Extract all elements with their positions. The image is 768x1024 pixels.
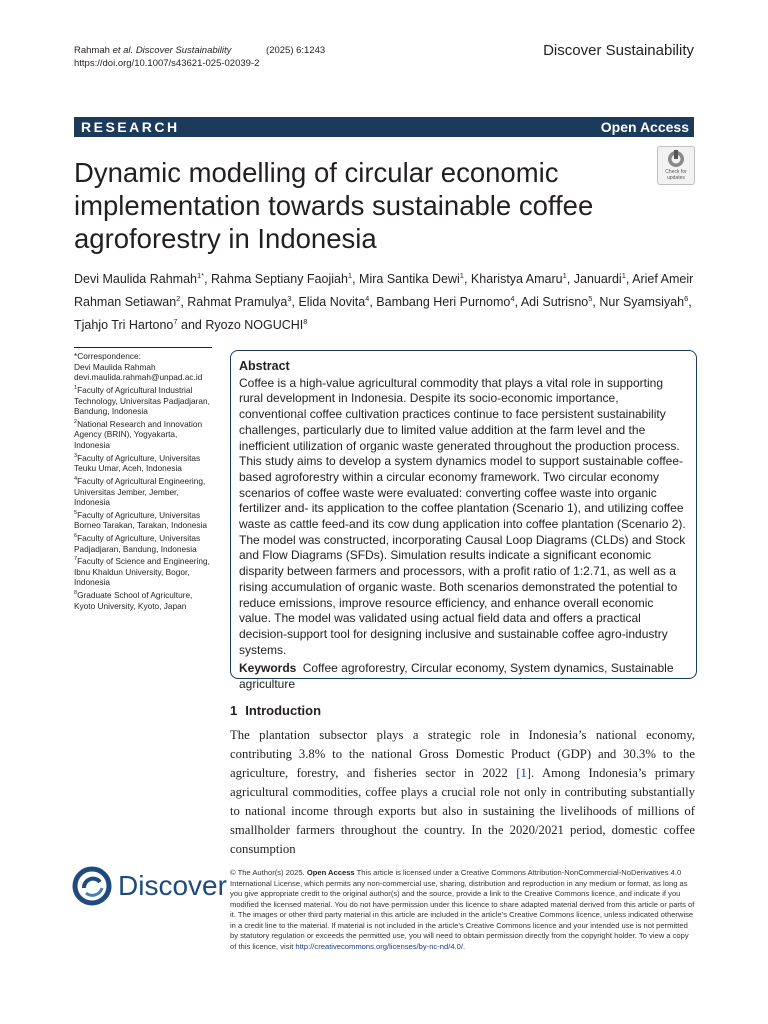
author-separator: ,	[625, 272, 633, 287]
author-separator: ,	[291, 295, 299, 310]
author-affiliation-mark: 3	[287, 294, 292, 304]
affiliation-number: 7	[74, 556, 78, 563]
author-affiliation-mark: 6	[684, 294, 689, 304]
keywords-label: Keywords	[239, 661, 297, 676]
affiliation-number: 4	[74, 476, 78, 483]
author-name[interactable]: Rahmat Pramulya	[187, 295, 288, 310]
author-affiliation-mark: 1	[347, 271, 353, 280]
author-separator: ,	[592, 295, 600, 310]
affiliation	[74, 508, 212, 531]
author-list	[74, 266, 696, 335]
author-separator: ,	[688, 295, 692, 310]
logo-wordmark: Discover	[118, 870, 227, 901]
affiliation-list	[74, 383, 212, 611]
article-type-banner	[74, 117, 694, 137]
correspondence-label: *Correspondence:	[74, 351, 141, 361]
author-affiliation-mark: 7	[173, 317, 178, 327]
author-name[interactable]: Tjahjo Tri Hartono	[74, 318, 174, 333]
citation-link[interactable]: [1]	[516, 766, 532, 780]
keywords-text: Coffee agroforestry, Circular economy, System dynamics, Sustainable agriculture	[239, 661, 674, 692]
affiliation	[74, 588, 212, 611]
affiliation-text: Faculty of Agriculture, Universitas Borneo Tarakan, Tarakan, Indonesia	[74, 509, 207, 531]
author-separator: ,	[566, 272, 574, 287]
section-heading	[230, 703, 321, 718]
affiliation	[74, 531, 212, 554]
affiliation-number: 8	[74, 590, 78, 597]
author-name[interactable]: Rahma Septiany Faojiah	[211, 272, 348, 287]
badge-text: Check for updates	[665, 169, 687, 181]
citation-line	[74, 44, 325, 57]
check-updates-icon	[667, 150, 685, 168]
affiliation	[74, 451, 212, 474]
open-access-label: Open Access	[600, 119, 689, 135]
author-name[interactable]: Arief Ameir Rahman Setiawan	[74, 272, 694, 310]
author-name[interactable]: Devi Maulida Rahmah	[74, 272, 197, 287]
discover-logo	[72, 866, 227, 906]
journal-name: Discover Sustainability	[543, 42, 694, 59]
affiliation-text: National Research and Innovation Agency (BRIN), Yogyakarta, Indonesia	[74, 418, 203, 451]
author-separator: ,	[180, 295, 188, 310]
author-affiliation-mark: 1	[621, 271, 626, 280]
license-footer: © The Author(s) 2025. Open Access This article is licensed under a Creative Commons Attribution-NonCommercial-NoDerivatives 4.0 International License, which permits any non-commercial use, sharing, distribution and reproduction in any medium or format, as long as you give appropriate credit to the original author(s) and the source, provide a link to the Creative Commons licence, and indicate if you modified the licensed material. You do not have permission under this licence to share adapted material derived from this article or parts of it. The images or other third party material in this article are included in the article’s Creative Commons licence, unless indicated otherwise in a credit line to the material. If material is not included in the article’s Creative Commons licence and your intended use is not permitted by statutory regulation or exceeds the permitted use, you will need to obtain permission directly from the copyright holder. To view a copy of this licence, visit http://creativecommons.org/licenses/by-nc-nd/4.0/.	[230, 868, 695, 951]
introduction-paragraph: The plantation subsector plays a strategic role in Indonesia’s national economy, contributing 3.8% to the national Gross Domestic Product (GDP) and 30.3% to the agriculture, forestry, and fisheries sector in 2022 [1]. Among Indonesia’s primary agricultural commodities, coffee plays a crucial role not only in contributing substantially to national income through exports but also in sustaining the livelihoods of millions of smallholder farmers throughout the country. In the 2020/2021 period, domestic coffee consumption	[230, 728, 696, 856]
affiliation-text: Faculty of Science and Engineering, Ibnu Khaldun University, Bogor, Indonesia	[74, 556, 210, 588]
author-affiliation-mark: 4	[510, 294, 515, 304]
author-affiliation-mark: 2	[176, 294, 181, 304]
author-affiliation-mark: 1	[459, 271, 464, 280]
license-link[interactable]: http://creativecommons.org/licenses/by-nc-nd/4.0/	[295, 941, 463, 951]
author-name[interactable]: Nur Syamsiyah	[599, 295, 685, 310]
article-type: RESEARCH	[81, 119, 180, 135]
author-separator: ,	[352, 272, 360, 287]
affiliation-text: Faculty of Agriculture, Universitas Padjadjaran, Bandung, Indonesia	[74, 532, 201, 554]
affiliation-text: Faculty of Agriculture, Universitas Teuku Umar, Aceh, Indonesia	[74, 452, 201, 474]
author-affiliation-mark: 1	[562, 271, 567, 280]
author-separator: and	[177, 318, 206, 333]
correspondence-name: Devi Maulida Rahmah	[74, 361, 156, 372]
author-affiliation-mark: 5	[588, 294, 593, 304]
author-name[interactable]: Ryozo NOGUCHI	[205, 318, 304, 333]
running-header	[74, 44, 325, 70]
affiliation	[74, 474, 212, 508]
author-separator: ,	[463, 272, 471, 287]
abstract-heading: Abstract	[239, 359, 290, 373]
header-volume: (2025) 6:1243	[266, 45, 326, 56]
affiliation-text: Graduate School of Agriculture, Kyoto University, Kyoto, Japan	[74, 589, 193, 611]
correspondence-sidebar	[74, 347, 212, 611]
affiliation-number: 6	[74, 533, 78, 540]
author-name[interactable]: Bambang Heri Purnomo	[376, 295, 511, 310]
author-separator: ,	[514, 295, 521, 310]
section-number: 1	[230, 703, 238, 718]
affiliation-number: 2	[74, 418, 78, 425]
abstract-box	[230, 350, 697, 692]
article-title: Dynamic modelling of circular economic implementation towards sustainable coffee agroforestry in Indonesia	[74, 157, 594, 254]
affiliation-text: Faculty of Agricultural Industrial Technology, Universitas Padjadjaran, Bandung, Indonesia	[74, 384, 210, 417]
author-name[interactable]: Adi Sutrisno	[520, 295, 589, 310]
header-etal-journal: et al. Discover Sustainability	[112, 45, 232, 56]
author-affiliation-mark: 1*	[196, 271, 205, 280]
abstract-text: Coffee is a high-value agricultural commodity that plays a vital role in supporting rural development in Indonesia. Despite its socio-economic importance, conventional coffee cultivation practices continue to face persistent sustainability challenges, particularly due to limited value addition at the farm level and the inefficient utilization of organic waste generated throughout the production process. This study aims to develop a system dynamics model to support sustainable coffee-based agroforestry within a circular economy framework. Two circular economy scenarios of coffee waste were evaluated: converting coffee waste into organic fertilizer and- its application to the coffee plantation (Scenario 1), and utilizing coffee waste as cattle feed-and its cow dung application into coffee plantation (Scenario 2). The model was constructed, incorporating Causal Loop Diagrams (CLDs) and Stock and Flow Diagrams (SFDs). Simulation results indicate a significant economic disparity between farmers and processors, with a profit ratio of 1:2.71, as well as a rising accumulation of organic waste. Both scenarios demonstrated the potential to reduce emissions, improve resource efficiency, and enhance overall economic value. The model was validated using actual field data and offers a practical decision-support tool for designing inclusive and sustainable coffee agro-industry systems.	[239, 375, 686, 657]
affiliation	[74, 417, 212, 451]
check-for-updates-badge[interactable]	[657, 146, 695, 185]
author-affiliation-mark: 8	[303, 317, 308, 327]
author-name[interactable]: Mira Santika Dewi	[359, 272, 460, 287]
keywords	[239, 661, 688, 692]
author-affiliation-mark: 4	[365, 294, 370, 304]
affiliation	[74, 554, 212, 588]
correspondence-email[interactable]: devi.maulida.rahmah@unpad.ac.id	[74, 372, 203, 383]
affiliation	[74, 383, 212, 417]
author-separator: ,	[369, 295, 377, 310]
affiliation-number: 1	[74, 385, 78, 392]
author-name[interactable]: Kharistya Amaru	[470, 272, 563, 287]
affiliation-number: 5	[74, 509, 78, 516]
author-separator: ,	[204, 272, 212, 287]
discover-logo-icon	[72, 866, 112, 906]
author-name[interactable]: Januardi	[573, 272, 622, 287]
footer-open-access: Open Access	[306, 868, 355, 877]
author-name[interactable]: Elida Novita	[298, 295, 366, 310]
doi-link[interactable]: https://doi.org/10.1007/s43621-025-02039-2	[74, 58, 260, 69]
affiliation-text: Faculty of Agricultural Engineering, Universitas Jember, Jember, Indonesia	[74, 475, 206, 508]
header-author: Rahmah	[74, 45, 110, 56]
section-title: Introduction	[245, 703, 322, 718]
affiliation-number: 3	[74, 452, 78, 459]
